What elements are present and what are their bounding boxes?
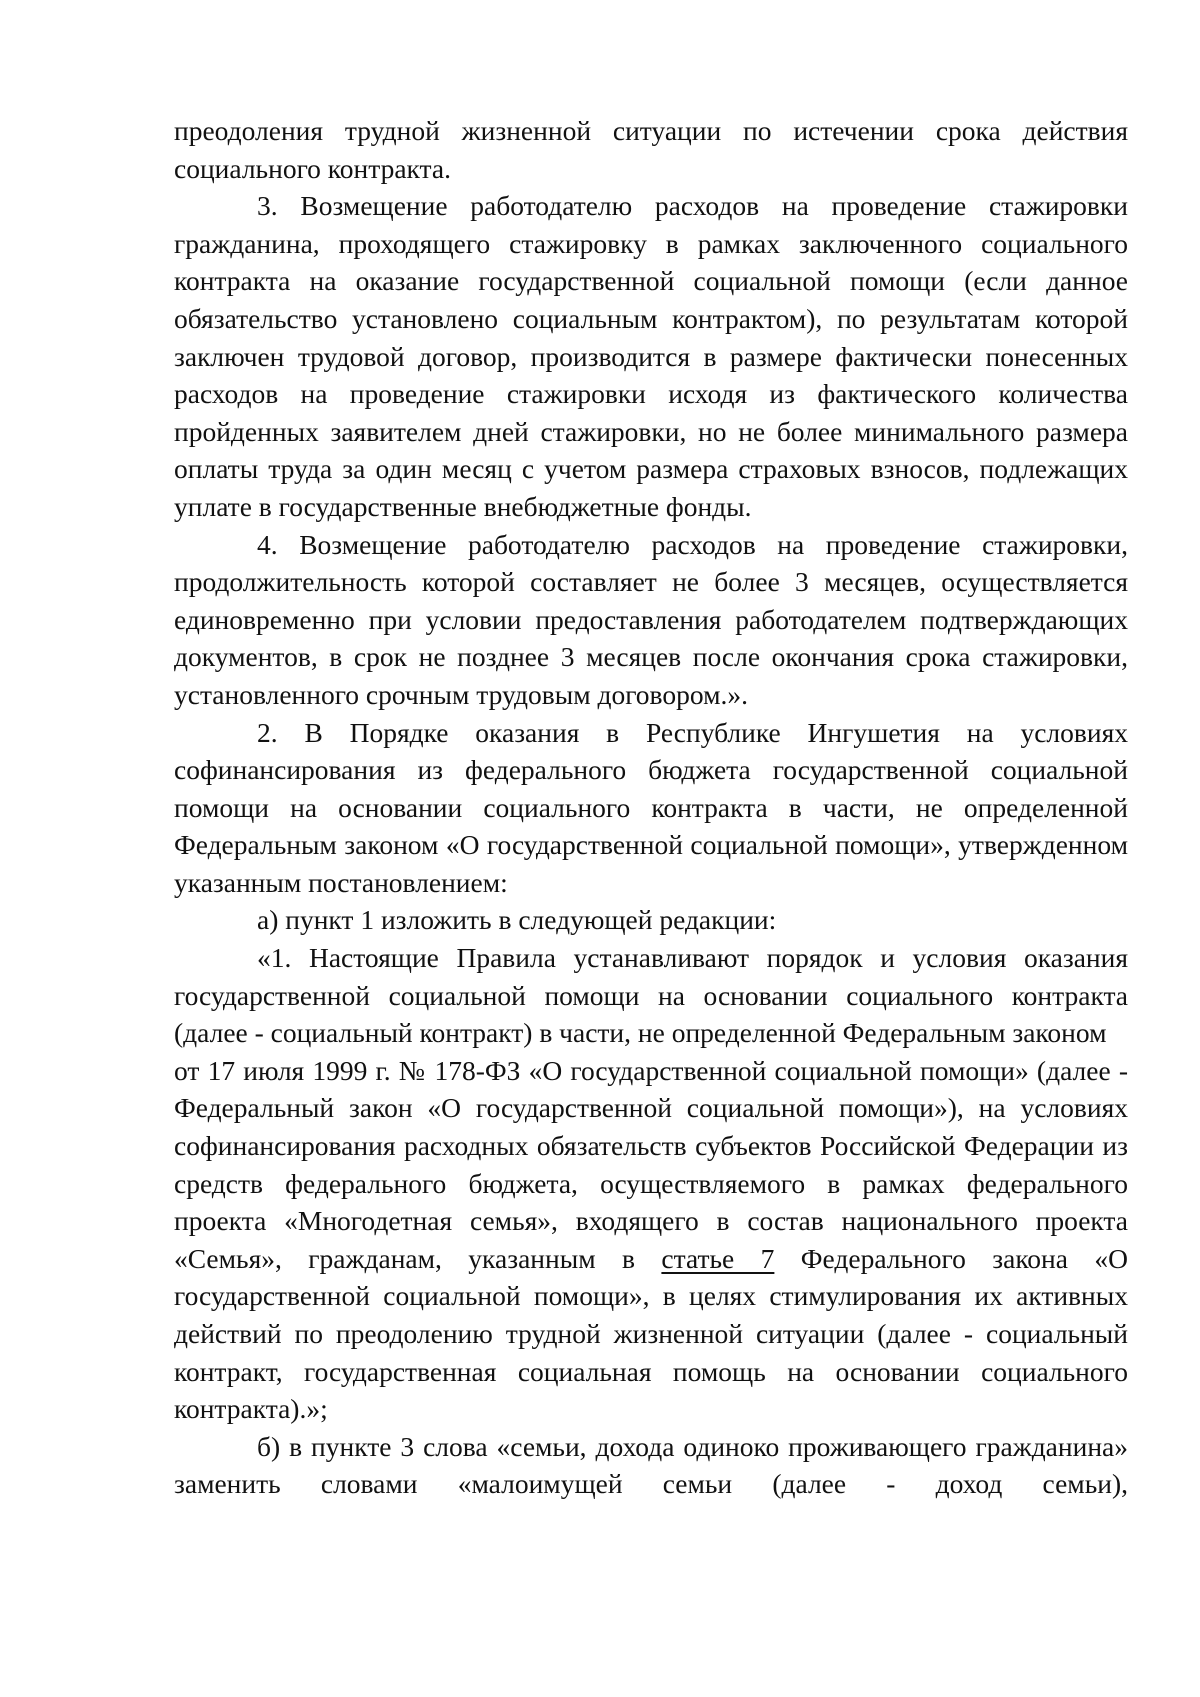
paragraph-continuation: преодоления трудной жизненной ситуации по истечении срока действия социального контракта. — [174, 115, 1128, 184]
paragraph-quoted-rule-1: «1. Настоящие Правила устанавливают порядок и условия оказания государственной социальной помощи на основании социального контракта (далее - социальный контракт) в части, не определенной Федеральным законом — [174, 942, 1128, 1049]
paragraph-item-4: 4. Возмещение работодателю расходов на проведение стажировки, продолжительность которой составляет не более 3 месяцев, осуществляется единовременно при условии предоставления работодателем подтверждающих документов, в срок не позднее 3 месяцев после окончания срока стажировки, установленного срочным трудовым договором.». — [174, 528, 1128, 710]
paragraph-subitem-b: б) в пункте 3 слова «семьи, дохода одиноко проживающего гражданина» заменить словами «малоимущей семьи (далее - доход семьи), — [174, 1430, 1128, 1500]
paragraph-amendment-2: 2. В Порядке оказания в Республике Ингушетия на условиях софинансирования из федерального бюджета государственной социальной помощи на основании социального контракта в части, не определенной Федеральным законом «О государственной социальной помощи», утвержденном указанным постановлением: — [174, 716, 1128, 898]
article-7-link[interactable]: статье 7 — [661, 1242, 775, 1274]
text-before-link: от 17 июля 1999 г. № 178-ФЗ «О государственной социальной помощи» (далее - Федеральный закон «О государственной социальной помощи»), на условиях софинансирования расходных обязательств субъектов Российской Федерации из средств федерального бюджета, осуществляемого в рамках федерального проекта «Многодетная семья», входящего в состав национального проекта «Семья», гражданам, указанным в — [174, 1054, 1128, 1274]
paragraph-item-3: 3. Возмещение работодателю расходов на проведение стажировки гражданина, проходящего стажировку в рамках заключенного социального контракта на оказание государственной социальной помощи (если данное обязательство установлено социальным контрактом), по результатам которой заключен трудовой договор, производится в размере фактически понесенных расходов на проведение стажировки исходя из фактического количества пройденных заявителем дней стажировки, но не более минимального размера оплаты труда за один месяц с учетом размера страховых взносов, подлежащих уплате в государственные внебюджетные фонды. — [174, 190, 1128, 522]
paragraph-subitem-a: а) пункт 1 изложить в следующей редакции: — [257, 904, 777, 936]
document-page — [174, 112, 1128, 1503]
paragraph-quoted-rule-1-continued — [174, 1052, 1128, 1428]
text-after-link: Федерального закона «О государственной социальной помощи», в целях стимулирования их активных действий по преодолению трудной жизненной ситуации (далее - социальный контракт, государственная социальная помощь на основании социального контракта).»; — [174, 1242, 1128, 1425]
